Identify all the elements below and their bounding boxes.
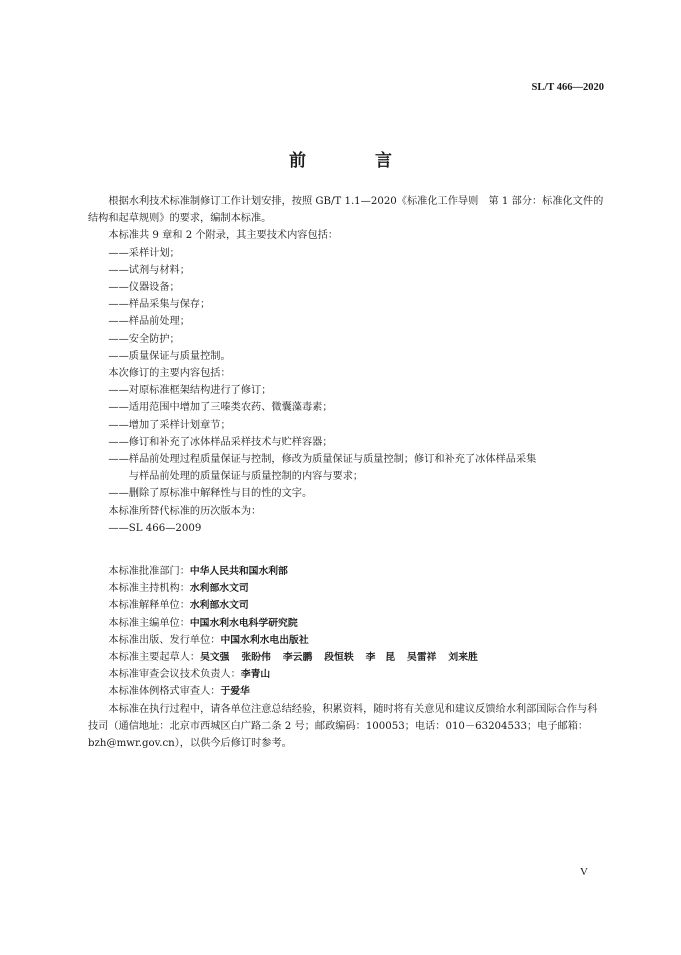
drafter-name: 刘来胜 bbox=[448, 652, 478, 664]
publisher-label: 本标准出版、发行单位： bbox=[108, 634, 221, 646]
interpret-value: 水利部水文司 bbox=[189, 600, 249, 612]
format-reviewer-line bbox=[88, 683, 606, 700]
interpret-label: 本标准解释单位： bbox=[108, 600, 190, 612]
drafter-name: 吴雷祥 bbox=[407, 652, 437, 664]
contents-item: ——样品采集与保存； bbox=[108, 299, 211, 311]
intro-paragraph: 根据水利技术标准制修订工作计划安排，按照 GB/T 1.1—2020《标准化工作导则 第 1 部分：标准化文件的结构和起草规则》的要求，编制本标准。 bbox=[88, 196, 604, 225]
contents-item: ——样品前处理； bbox=[108, 316, 190, 328]
contents-item: ——试剂与材料； bbox=[108, 264, 190, 276]
drafter-name: 李云鹏 bbox=[282, 652, 313, 664]
host-label: 本标准主持机构： bbox=[108, 583, 190, 595]
editor-label: 本标准主编单位： bbox=[108, 617, 190, 629]
host-value: 水利部水文司 bbox=[189, 583, 249, 595]
revision-item: ——修订和补充了冰体样品采样技术与贮样容器； bbox=[108, 436, 333, 448]
drafter-name: 李 昆 bbox=[365, 652, 396, 664]
drafter-name: 段恒轶 bbox=[324, 652, 354, 664]
tech-reviewer-line bbox=[88, 666, 606, 683]
revision-item: ——对原标准框架结构进行了修订； bbox=[108, 385, 272, 397]
closing-paragraph: 本标准在执行过程中，请各单位注意总结经验，积累资料，随时将有关意见和建议反馈给水利部国际合作与科技司（通信地址：北京市西城区白广路二条 2 号；邮政编码：100053；电话：010－63204533；电子邮箱：bzh@mwr.gov.cn），以供今后修订时参考。 bbox=[88, 703, 598, 750]
revision-item: ——删除了原标准中解释性与目的性的文字。 bbox=[108, 488, 313, 500]
approval-line bbox=[88, 563, 606, 580]
format-reviewer-label: 本标准体例格式审查人： bbox=[108, 686, 221, 698]
revision-item-long bbox=[88, 451, 606, 485]
tech-reviewer-label: 本标准审查会议技术负责人： bbox=[108, 669, 241, 681]
revision-item: ——增加了采样计划章节； bbox=[108, 419, 231, 431]
contents-item: ——采样计划； bbox=[108, 247, 180, 259]
revision-item-long-cont: 与样品前处理的质量保证与质量控制的内容与要求； bbox=[128, 471, 364, 483]
drafters-label: 本标准主要起草人： bbox=[108, 652, 201, 664]
standard-number: SL/T 466—2020 bbox=[531, 82, 604, 93]
page-title: 前 言 bbox=[289, 151, 418, 171]
revision-intro: 本次修订的主要内容包括： bbox=[108, 368, 231, 380]
editor-line bbox=[88, 615, 606, 632]
approval-label: 本标准批准部门： bbox=[108, 566, 190, 578]
publisher-value: 中国水利水电出版社 bbox=[220, 634, 309, 646]
editor-value: 中国水利水电科学研究院 bbox=[189, 617, 298, 629]
interpret-line bbox=[88, 597, 606, 614]
tech-reviewer-value: 李青山 bbox=[240, 669, 271, 681]
publisher-line bbox=[88, 632, 606, 649]
revision-item: ——适用范围中增加了三嗪类农药、微囊藻毒素； bbox=[108, 402, 333, 414]
approval-value: 中华人民共和国水利部 bbox=[189, 566, 288, 578]
drafter-name: 吴文强 bbox=[200, 652, 230, 664]
contents-item: ——仪器设备； bbox=[108, 282, 180, 294]
format-reviewer-value: 于爱华 bbox=[220, 686, 250, 698]
foreword-body bbox=[88, 193, 606, 752]
contents-item: ——质量保证与质量控制。 bbox=[108, 350, 231, 362]
contents-item: ——安全防护； bbox=[108, 333, 180, 345]
history-intro: 本标准所替代标准的历次版本为： bbox=[108, 505, 262, 517]
drafter-name: 张盼伟 bbox=[241, 652, 271, 664]
revision-item-long-first: ——样品前处理过程质量保证与控制，修改为质量保证与质量控制；修订和补充了冰体样品采集 bbox=[108, 454, 537, 466]
page-number: V bbox=[580, 866, 588, 878]
host-line bbox=[88, 580, 606, 597]
drafters-line bbox=[88, 649, 606, 666]
history-item: ——SL 466—2009 bbox=[108, 522, 202, 534]
contents-intro: 本标准共 9 章和 2 个附录，其主要技术内容包括： bbox=[108, 230, 339, 242]
